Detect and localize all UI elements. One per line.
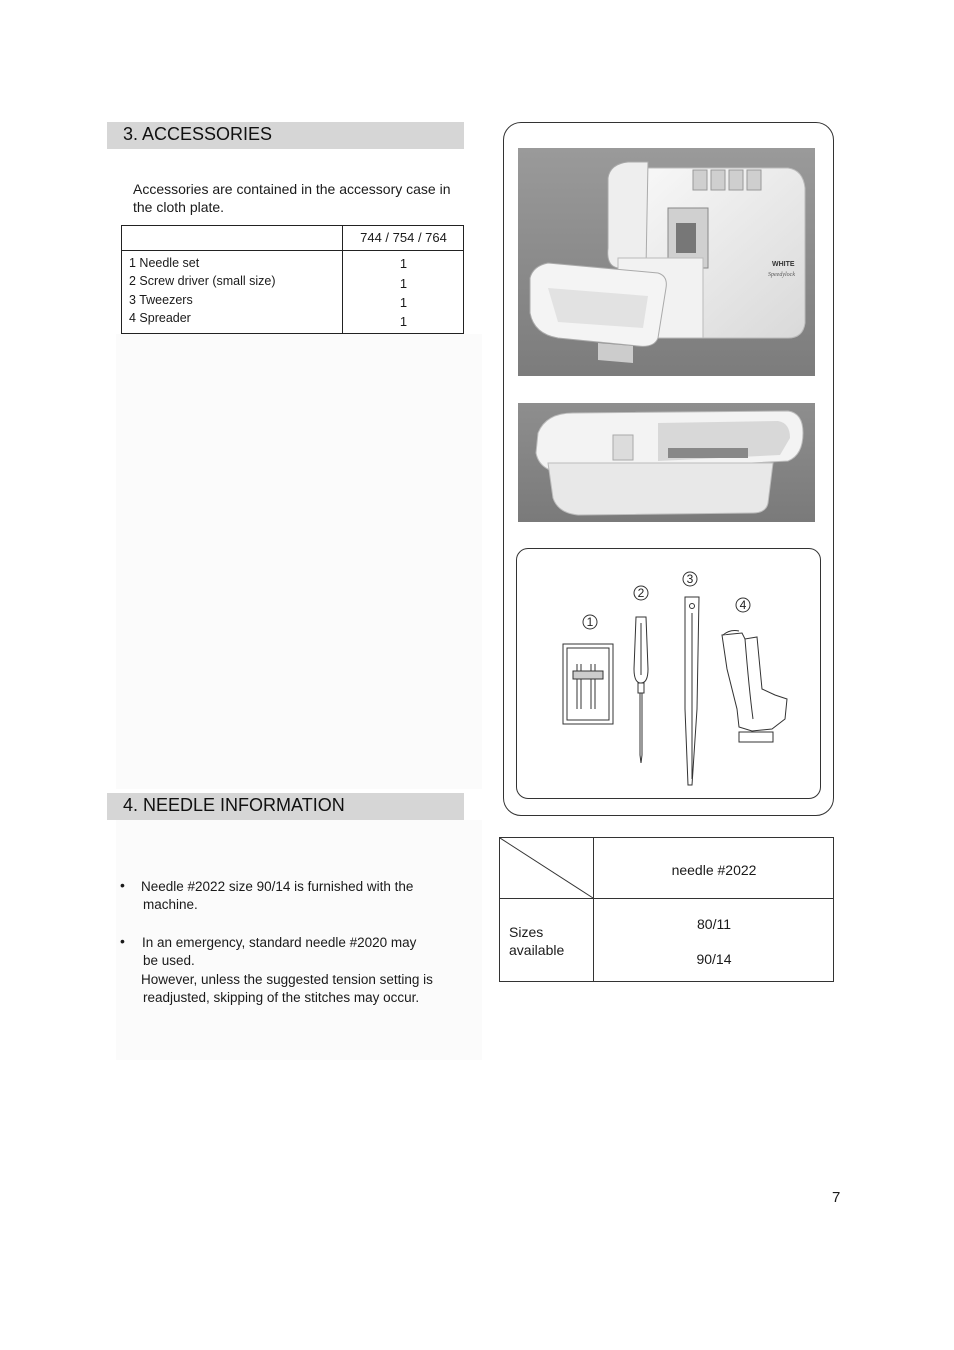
paragraph-line: Needle #2022 size 90/14 is furnished with the [141,879,414,894]
accessories-heading-bar [107,122,464,149]
serger-machine-photo [518,148,815,376]
accessories-table [121,225,464,334]
size-value: 90/14 [696,951,732,967]
accessory-item-qty: 1 [399,256,408,271]
needle-heading: 4. NEEDLE INFORMATION [123,795,345,815]
spreader-icon [722,631,787,743]
tweezers-icon [685,597,699,785]
needle-paragraph-2 [142,934,416,970]
accessory-item-qty: 1 [399,276,408,291]
intro-line-1: Accessories are contained in the accessory case in [133,181,451,197]
paragraph-line: readjusted, skipping of the stitches may occur. [143,990,420,1005]
table-divider [122,250,463,251]
paragraph-line: machine. [143,897,198,912]
table-diagonal [500,838,594,899]
size-value: 80/11 [697,916,731,932]
paragraph-line: In an emergency, standard needle #2020 may [142,935,417,950]
needle-paragraph-3 [141,971,433,1007]
model-header: 744 / 754 / 764 [360,230,447,245]
intro-line-2: the cloth plate. [133,199,225,215]
accessory-item-qty: 1 [399,295,408,310]
callout-label: 3 [686,572,694,586]
accessory-item-label: 3 Tweezers [129,293,193,307]
sizes-row-label [509,923,564,959]
needle-paragraph-1 [141,878,413,914]
table-divider [500,898,833,899]
accessories-illustration [517,549,820,798]
paragraph-line: be used. [143,953,195,968]
bullet-marker: • [120,933,125,949]
accessory-item-label: 4 Spreader [129,311,191,325]
needle-size-table [499,837,834,982]
callout-2 [634,586,648,600]
row-label-line: Sizes [509,924,544,940]
accessories-heading: 3. ACCESSORIES [123,124,273,144]
callout-label: 2 [637,586,645,600]
paragraph-line: However, unless the suggested tension setting is [141,972,433,987]
callout-4 [736,598,750,612]
screwdriver-icon [634,617,648,763]
accessory-item-label: 2 Screw driver (small size) [129,274,276,288]
callout-label: 4 [739,598,747,612]
left-panel-shade [116,334,482,789]
needle-column-header: needle #2022 [671,862,757,878]
accessory-item-qty: 1 [399,314,408,329]
accessories-intro [133,180,468,216]
row-label-line: available [509,942,565,958]
page-number: 7 [832,1189,841,1206]
callout-label: 1 [586,615,594,629]
callout-3 [683,572,697,586]
callout-1 [583,615,597,629]
brand-logo: WHITE [772,261,795,268]
accessory-case-photo [518,403,815,522]
bullet-marker: • [120,877,125,893]
accessory-item-label: 1 Needle set [129,256,200,270]
brand-model-script: Speedylock [768,272,795,278]
needle-set-icon [563,644,613,724]
needle-heading-bar [107,793,464,820]
